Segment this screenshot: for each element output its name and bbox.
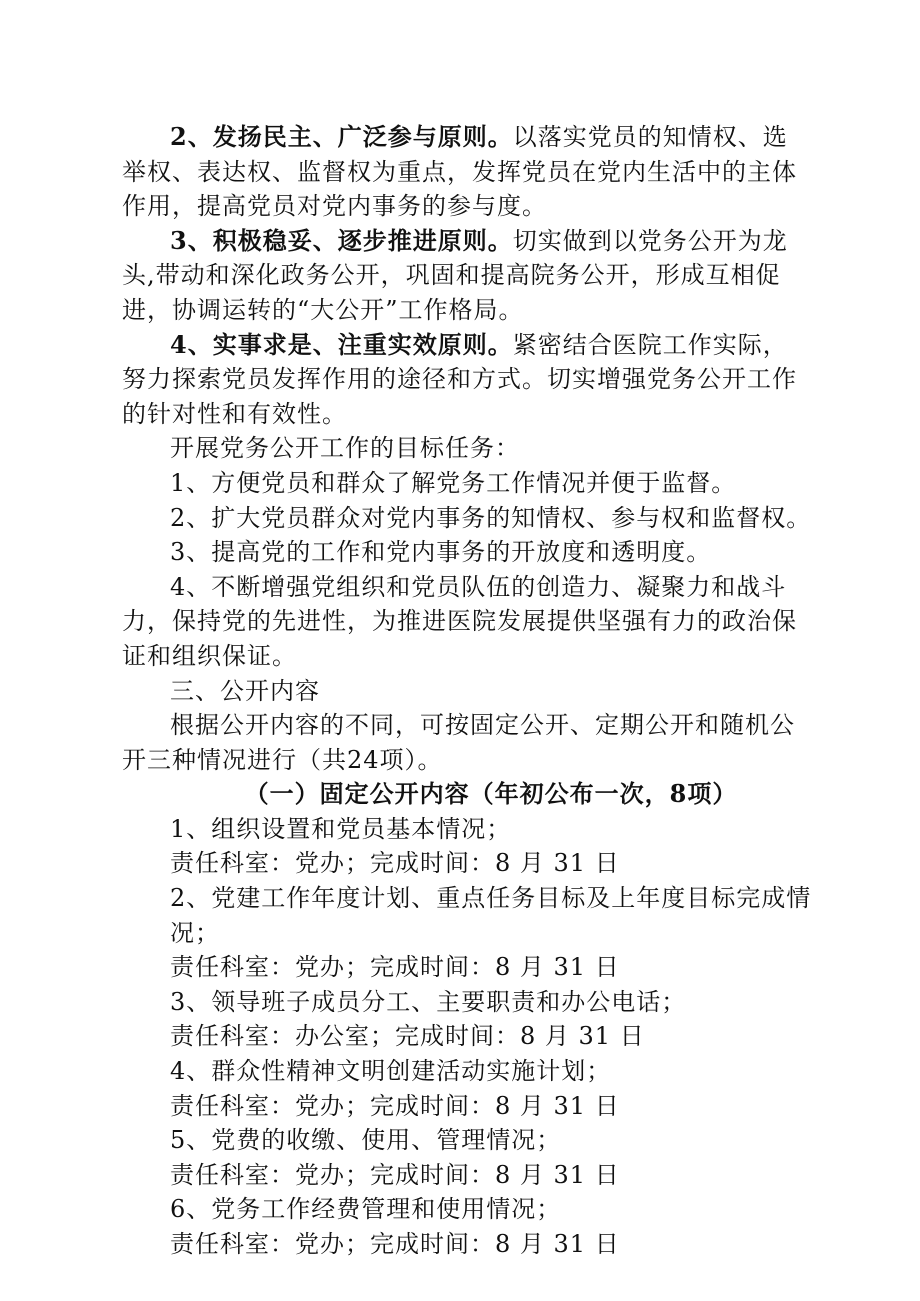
principle-4-lead: 4、实事求是、注重实效原则。 [170,329,513,359]
principle-2-lead: 2、发扬民主、广泛参与原则。 [170,122,513,151]
principle-4 [122,328,812,432]
goal-item-4: 4、不断增强党组织和党员队伍的创造力、凝聚力和战斗力，保持党的先进性，为推进医院发展提供坚强有力的政治保证和组织保证。 [122,572,797,670]
fixed-item-2-responsibility: 责任科室：党办；完成时间：8 月 31 日 [170,953,620,982]
document-body [122,120,812,1262]
fixed-item-1: 1、组织设置和党员基本情况； [170,814,512,843]
goal-item-3: 3、提高党的工作和党内事务的开放度和透明度。 [170,538,712,567]
principle-3 [122,224,812,328]
fixed-item-4-responsibility: 责任科室：党办；完成时间：8 月 31 日 [170,1091,620,1120]
section-3-heading: 三、公开内容 [170,676,320,705]
principle-2-body: 以落实党员的知情权、选举权、表达权、监督权为重点，发挥党员在党内生活中的主体作用，提高党员对党内事务的参与度。 [122,123,797,221]
fixed-item-1-responsibility: 责任科室：党办；完成时间：8 月 31 日 [170,849,620,878]
fixed-item-5: 5、党费的收缴、使用、管理情况； [170,1126,562,1155]
principle-3-lead: 3、积极稳妥、逐步推进原则。 [170,225,513,255]
section-3-intro: 根据公开内容的不同，可按固定公开、定期公开和随机公开三种情况进行（共24项）。 [122,711,795,774]
fixed-item-3: 3、领导班子成员分工、主要职责和办公电话； [170,987,687,1016]
principle-2 [122,120,812,224]
goal-item-1: 1、方便党员和群众了解党务工作情况并便于监督。 [170,468,737,497]
goals-heading: 开展党务公开工作的目标任务： [170,434,520,463]
principle-3-body: 切实做到以党务公开为龙头,带动和深化政务公开，巩固和提高院务公开，形成互相促进，协调运转的“大公开”工作格局。 [122,226,788,324]
fixed-item-4: 4、群众性精神文明创建活动实施计划； [170,1057,612,1086]
fixed-item-6-responsibility: 责任科室：党办；完成时间：8 月 31 日 [170,1230,620,1258]
fixed-item-2: 2、党建工作年度计划、重点任务目标及上年度目标完成情况； [170,884,812,947]
fixed-item-6: 6、党务工作经费管理和使用情况； [170,1195,562,1224]
fixed-disclosure-subheading: （一）固定公开内容（年初公布一次，8项） [244,779,738,809]
fixed-item-5-responsibility: 责任科室：党办；完成时间：8 月 31 日 [170,1160,620,1189]
principle-4-body: 紧密结合医院工作实际，努力探索党员发挥作用的途径和方式。切实增强党务公开工作的针对性和有效性。 [122,330,797,428]
goal-item-2: 2、扩大党员群众对党内事务的知情权、参与权和监督权。 [170,503,812,532]
fixed-item-3-responsibility: 责任科室：办公室；完成时间：8 月 31 日 [170,1022,645,1051]
